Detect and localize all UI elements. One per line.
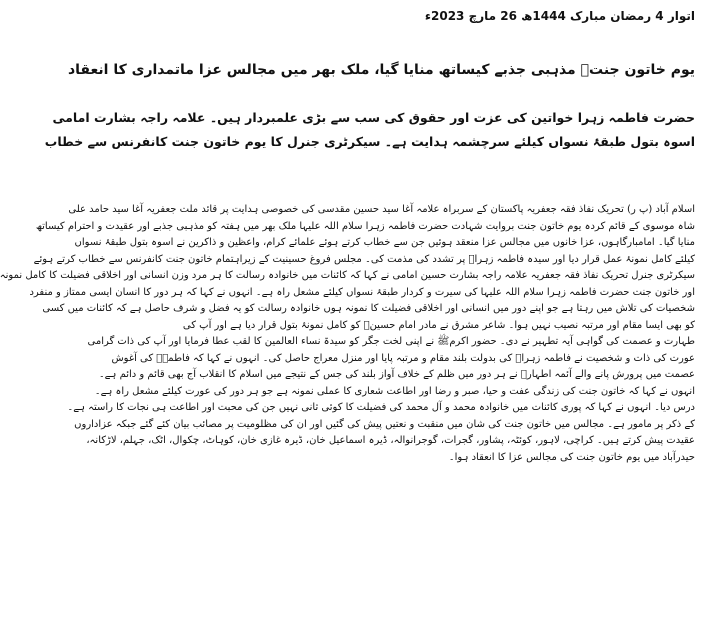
- body-line: سیکرٹری جنرل تحریک نفاذ فقہ جعفریہ علامہ راجہ بشارت حسین امامی نے کہا کہ کائنات میں خانوادہ رسالت کا ہر مرد وزن انسانی اور اخلاقی فضیلت کا کامل نمونہ: [0, 270, 695, 281]
- body-line: شاہ موسوی کے قائم کردہ یوم خاتون جنت بروایت شہادت حضرت فاطمہ زہرا سلام اللہ علیہا ملک بھر میں ہفتہ کو مذہبی جذبے اور عقیدت و احترام کیساتھ: [35, 220, 695, 232]
- dateline: اتوار 4 رمضان مبارک 1444ھ 26 مارچ 2023ء: [424, 9, 695, 23]
- summary-line: حضرت فاطمہ زہرا خواتین کی عزت اور حقوق کی سب سے بڑی علمبردار ہیں۔ علامہ راجہ بشارت امامی: [52, 110, 695, 125]
- body-line: اور خاتون جنت حضرت فاطمہ زہرا سلام اللہ علیہا کی سیرت و کردار طبقۂ نسواں کیلئے مشعل راہ ہے۔ انہوں نے کہا کہ ہر دور کا انسان ایسی ممتاز و منفرد: [29, 286, 695, 298]
- summary-line: اسوہ بتول طبقۂ نسواں کیلئے سرچشمہ ہدایت ہے۔ سیکرٹری جنرل کا یوم خاتون جنت کانفرنس سے خطاب: [44, 134, 695, 149]
- body-line: اسلام آباد (پ ر) تحریک نفاذ فقہ جعفریہ پاکستان کے سربراہ علامہ آغا سید حسین مقدسی کی خصوصی ہدایت پر قائد ملت جعفریہ آغا سید حامد علی: [68, 204, 695, 215]
- summary: [44, 106, 695, 154]
- body-line: کیلئے کامل نمونۂ عمل قرار دیا اور سیدہ فاطمہ زہراؑ پر تشدد کی مذمت کی۔ مجلس فروغ حسینیت کے زیراہتمام خاتون جنت کانفرنس سے خطاب کرتے ہوئے: [33, 253, 695, 265]
- body-line: درس دیا۔ انہوں نے کہا کہ پوری کائنات میں خانوادہ محمد و آل محمد کی فضیلت کا کوئی ثانی نہیں جن کی محبت اور اطاعت ہی نجات کا راستہ ہے۔: [67, 402, 695, 413]
- body-line-final: حیدرآباد میں یوم خاتون جنت کی مجالس عزا کا انعقاد ہوا۔: [448, 451, 695, 463]
- headline-line: یوم خاتون جنتؑ مذہبی جذبے کیساتھ منایا گیا، ملک بھر میں مجالس عزا ماتمداری کا انعقاد: [67, 62, 695, 78]
- body-line: شخصیات کی تلاش میں رہتا ہے جو اپنے دور میں انسانی اور اخلاقی فضیلت کا نمونہ ہوں خانوادہ رسالت کو یہ فضل و شرف حاصل ہے کہ کائنات میں کسی: [42, 303, 695, 314]
- body-line: منایا گیا۔ امامبارگاہوں، عزا خانوں میں مجالس عزا منعقد ہوئیں جن سے خطاب کرتے ہوئے علمائے کرام، واعظین و ذاکرین نے اسوہ بتول طبقۂ نسواں: [74, 237, 695, 248]
- body-line: عصمت میں پرورش پانے والے آئمہ اطہارؑ نے ہر دور میں ظلم کے خلاف آواز بلند کی جس کے نتیجے میں اسلام کا انقلاب آج بھی قائم و دائم ہے۔: [98, 369, 695, 380]
- body-line: انہوں نے کہا کہ خاتون جنت کی زندگی عفت و حیا، صبر و رضا اور اطاعت شعاری کا عملی نمونہ ہے جو ہر دور کی عورت کیلئے مشعل راہ ہے۔: [94, 385, 695, 397]
- body-line: عقیدت پیش کرتے ہیں۔ کراچی، لاہور، کوئٹہ، پشاور، گجرات، گوجرانوالہ، ڈیرہ اسماعیل خان، ڈیرہ غازی خان، کوہاٹ، چکوال، اٹک، جہلم، لاڑکانہ،: [86, 435, 695, 446]
- headline: [67, 60, 695, 81]
- body-line: طہارت و عصمت کی گواہی آیہ تطہیر نے دی۔ حضور اکرمﷺ نے اپنی لخت جگر کو سیدۃ نساء العالمین کا لقب عطا فرمایا اور آپ کی ذات گرامی: [87, 336, 695, 347]
- body-line: کے ذکر پر مامور ہے۔ مجالس میں خاتون جنت کی شان میں منقبت و نعتیں پیش کی گئیں اور ان کی مظلومیت پر مصائب بیان کئے گئے جبکہ عزاداروں: [74, 418, 695, 430]
- body-line: کو بھی ایسا مقام اور مرتبہ نصیب نہیں ہوا۔ شاعر مشرق نے مادر امام حسینؑ کو کامل نمونۂ بتول قرار دیا ہے اور آپ کی: [182, 319, 695, 331]
- article-body: [0, 202, 695, 466]
- body-line: عورت کی ذات و شخصیت نے فاطمہ زہراؑ کی بدولت بلند مقام و مرتبہ پایا اور منزل معراج حاصل کی۔ انہوں نے کہا کہ فاطمہؑ کی آغوش: [111, 352, 695, 364]
